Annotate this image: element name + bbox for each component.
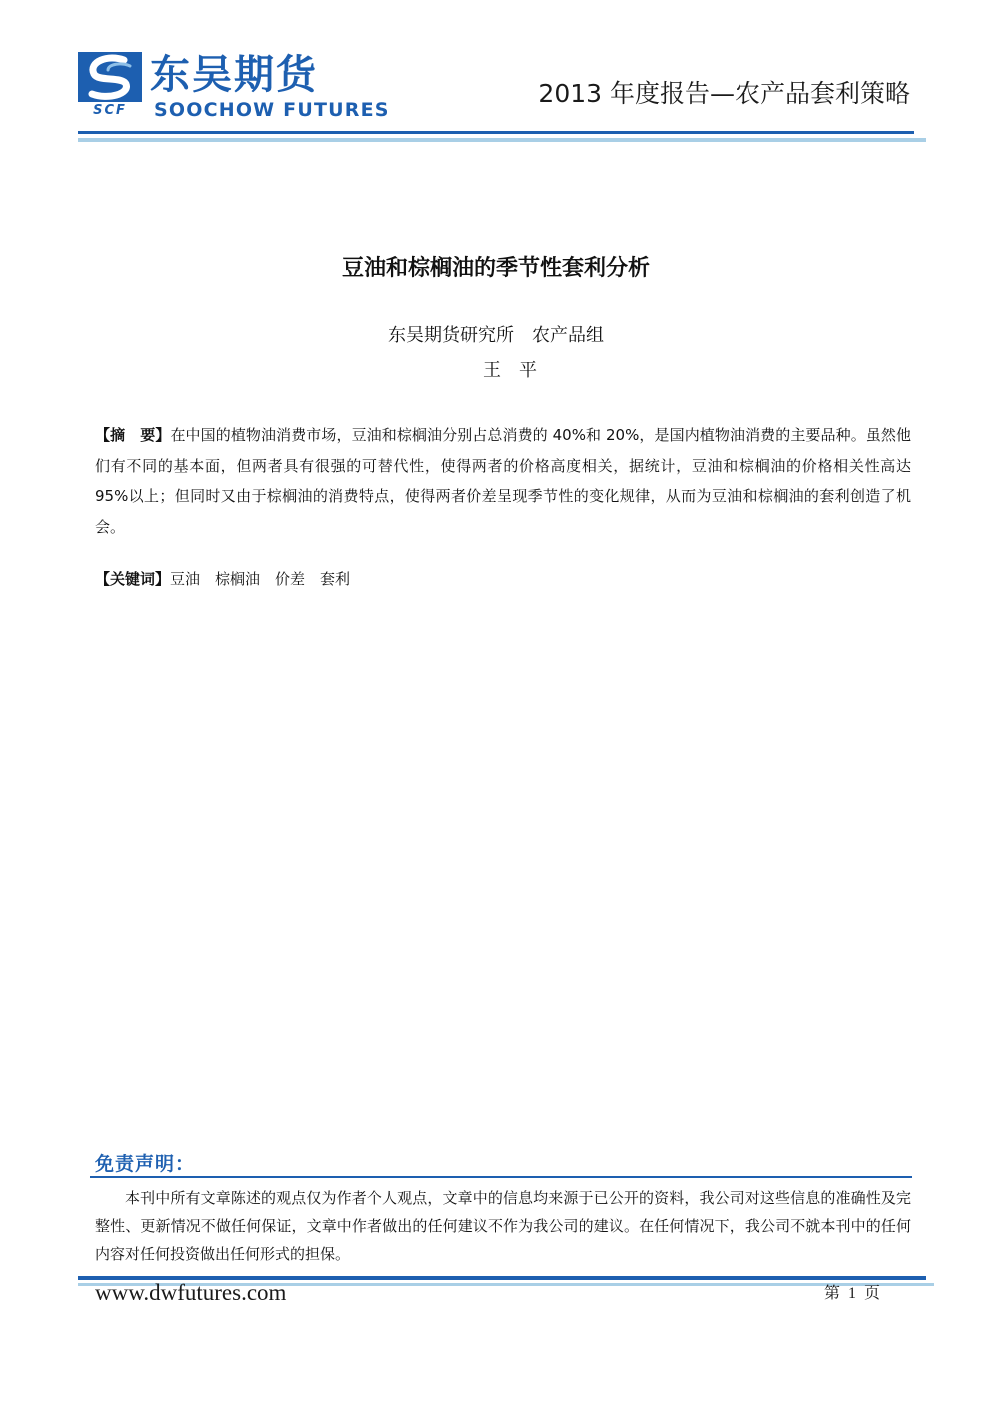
logo-mark-text: SCF <box>93 103 127 118</box>
website-link[interactable]: www.dwfutures.com <box>95 1280 287 1305</box>
company-logo <box>78 52 396 124</box>
organization-line: 东吴期货研究所 农产品组 <box>388 325 604 346</box>
abstract-paragraph <box>95 420 911 542</box>
logo-mark-icon <box>78 52 142 104</box>
keywords-label: 【关键词】 <box>95 570 171 588</box>
page-number: 第 1 页 <box>824 1285 881 1302</box>
logo-chinese-name: 东吴期货 <box>150 52 318 98</box>
keywords-text: 豆油 棕榈油 价差 套利 <box>170 570 351 588</box>
document-title: 豆油和棕榈油的季节性套利分析 <box>341 256 650 281</box>
disclaimer-text: 本刊中所有文章陈述的观点仅为作者个人观点，文章中的信息均来源于已公开的资料，我公司对这些信息的准确性及完整性、更新情况不做任何保证，文章中作者做出的任何建议不作为我公司的建议。在任何情况下，我公司不就本刊中的任何内容对任何投资做出任何形式的担保。 <box>95 1189 911 1263</box>
header-divider-accent <box>78 138 926 142</box>
keywords-line <box>95 566 911 592</box>
report-title: 2013 年度报告—农产品套利策略 <box>538 79 910 108</box>
author-name: 王 平 <box>483 360 537 381</box>
disclaimer-heading: 免责声明： <box>95 1153 196 1175</box>
abstract-text: 在中国的植物油消费市场，豆油和棕榈油分别占总消费的 40%和 20%，是国内植物油消费的主要品种。虽然他们有不同的基本面，但两者具有很强的可替代性，使得两者的价格高度相关，据统计，豆油和棕榈油的价格相关性高达 95%以上；但同时又由于棕榈油的消费特点，使得两者价差呈现季节性的变化规律，从而为豆油和棕榈油的套利创造了机会。 <box>95 426 911 536</box>
abstract-label: 【摘 要】 <box>95 426 171 444</box>
header-divider <box>78 131 914 134</box>
disclaimer-divider <box>90 1176 912 1178</box>
logo-english-name: SOOCHOW FUTURES <box>154 99 390 121</box>
